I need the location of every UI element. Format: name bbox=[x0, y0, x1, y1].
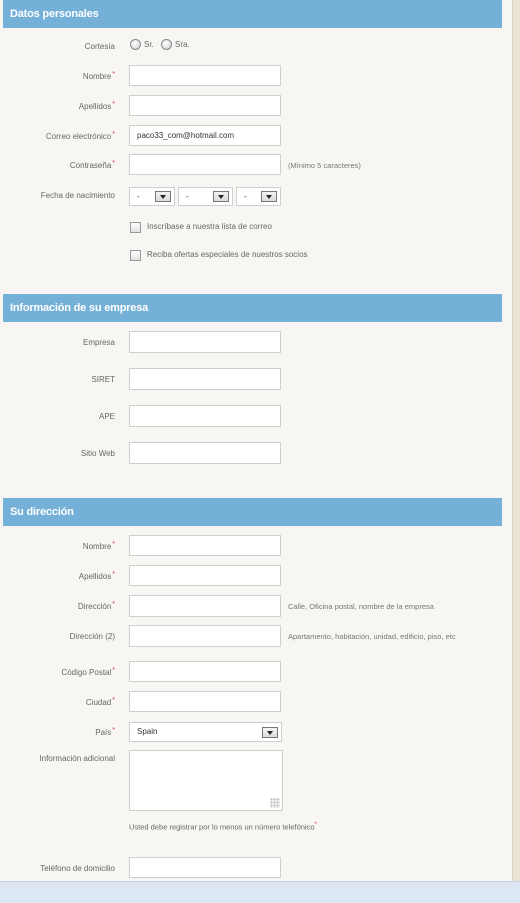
personal-info-header: Datos personales bbox=[3, 0, 502, 28]
address2-hint: Apartamento, habitación, unidad, edificio, piso, etc bbox=[288, 632, 456, 641]
password-input[interactable] bbox=[129, 154, 281, 175]
address-first-name-row bbox=[0, 535, 512, 559]
address2-row bbox=[0, 625, 512, 649]
chevron-down-icon bbox=[155, 191, 171, 202]
birth-year-select[interactable] bbox=[236, 187, 281, 206]
required-mark: * bbox=[112, 541, 115, 548]
password-label bbox=[0, 154, 115, 178]
email-input[interactable]: paco33_com@hotmail.com bbox=[129, 125, 281, 146]
birth-month-value: - bbox=[186, 192, 189, 201]
page-border bbox=[512, 0, 520, 902]
partner-offers-row bbox=[0, 243, 512, 267]
home-phone-input[interactable] bbox=[129, 857, 281, 878]
address1-label bbox=[0, 595, 115, 619]
required-mark: * bbox=[112, 727, 115, 734]
country-select[interactable] bbox=[129, 722, 282, 742]
first-name-label-text: Nombre bbox=[82, 72, 112, 81]
first-name-input[interactable] bbox=[129, 65, 281, 86]
postcode-label-text: Código Postal bbox=[61, 668, 112, 677]
address-last-name-row bbox=[0, 565, 512, 589]
address1-row bbox=[0, 595, 512, 619]
required-mark: * bbox=[314, 822, 317, 828]
country-label-text: País bbox=[95, 728, 112, 737]
radio-mrs-label: Sra. bbox=[175, 40, 190, 49]
required-mark: * bbox=[112, 571, 115, 578]
home-phone-row bbox=[0, 857, 512, 881]
address-first-name-input[interactable] bbox=[129, 535, 281, 556]
required-mark: * bbox=[112, 101, 115, 108]
newsletter-checkbox[interactable] bbox=[130, 222, 141, 233]
partner-offers-checkbox[interactable] bbox=[130, 250, 141, 261]
last-name-label bbox=[0, 95, 115, 119]
required-mark: * bbox=[112, 71, 115, 78]
company-label: Empresa bbox=[82, 338, 115, 347]
email-label bbox=[0, 125, 115, 149]
birthdate-row bbox=[0, 184, 512, 208]
postcode-input[interactable] bbox=[129, 661, 281, 682]
newsletter-label: Inscríbase a nuestra lista de correo bbox=[147, 222, 272, 231]
birth-day-select[interactable] bbox=[129, 187, 175, 206]
company-input[interactable] bbox=[129, 331, 281, 353]
address-last-name-input[interactable] bbox=[129, 565, 281, 586]
radio-mr[interactable] bbox=[130, 39, 141, 50]
radio-mr-label: Sr. bbox=[144, 40, 154, 49]
ape-input[interactable] bbox=[129, 405, 281, 427]
home-phone-label: Teléfono de domicilio bbox=[40, 864, 115, 873]
address-header: Su dirección bbox=[3, 498, 502, 526]
website-input[interactable] bbox=[129, 442, 281, 464]
password-row bbox=[0, 154, 512, 178]
bottom-bar bbox=[0, 881, 520, 903]
required-mark: * bbox=[112, 601, 115, 608]
courtesy-option-mrs[interactable] bbox=[161, 39, 190, 50]
courtesy-option-mr[interactable] bbox=[130, 39, 154, 50]
newsletter-row bbox=[0, 215, 512, 239]
ape-label: APE bbox=[98, 412, 115, 421]
siret-row bbox=[0, 368, 512, 392]
siret-label: SIRET bbox=[91, 375, 115, 384]
birth-year-value: - bbox=[244, 192, 247, 201]
city-input[interactable] bbox=[129, 691, 281, 712]
additional-info-label: Información adicional bbox=[39, 754, 115, 763]
address-first-name-label-text: Nombre bbox=[82, 542, 112, 551]
address-last-name-label bbox=[0, 565, 115, 589]
courtesy-row bbox=[0, 35, 512, 59]
city-row bbox=[0, 691, 512, 715]
address-first-name-label bbox=[0, 535, 115, 559]
last-name-row bbox=[0, 95, 512, 119]
phone-note-text: Usted debe registrar por lo menos un número telefónico bbox=[129, 822, 315, 832]
chevron-down-icon bbox=[261, 191, 277, 202]
radio-mrs[interactable] bbox=[161, 39, 172, 50]
city-label-text: Ciudad bbox=[85, 698, 112, 707]
password-hint: (Mínimo 5 caracteres) bbox=[288, 161, 361, 170]
postcode-label bbox=[0, 661, 115, 685]
email-row bbox=[0, 125, 512, 149]
website-label: Sitio Web bbox=[80, 449, 115, 458]
required-mark: * bbox=[112, 667, 115, 674]
partner-offers-label: Reciba ofertas especiales de nuestros socios bbox=[147, 250, 308, 259]
first-name-row bbox=[0, 65, 512, 89]
city-label bbox=[0, 691, 115, 715]
last-name-input[interactable] bbox=[129, 95, 281, 116]
country-value: Spain bbox=[137, 727, 158, 736]
country-row bbox=[0, 721, 512, 745]
email-label-text: Correo electrónico bbox=[45, 132, 112, 141]
company-info-header: Información de su empresa bbox=[3, 294, 502, 322]
address1-hint: Calle, Oficina postal, nombre de la empresa bbox=[288, 602, 434, 611]
last-name-label-text: Apellidos bbox=[78, 102, 112, 111]
postcode-row bbox=[0, 661, 512, 685]
address1-input[interactable] bbox=[129, 595, 281, 617]
additional-info-textarea[interactable] bbox=[129, 750, 283, 811]
address2-label: Dirección (2) bbox=[69, 632, 115, 641]
first-name-label bbox=[0, 65, 115, 89]
chevron-down-icon bbox=[262, 727, 278, 738]
birth-day-value: - bbox=[137, 192, 140, 201]
birthdate-label: Fecha de nacimiento bbox=[40, 191, 115, 200]
chevron-down-icon bbox=[213, 191, 229, 202]
website-row bbox=[0, 442, 512, 466]
birth-month-select[interactable] bbox=[178, 187, 233, 206]
required-mark: * bbox=[112, 131, 115, 138]
company-row bbox=[0, 331, 512, 355]
address-last-name-label-text: Apellidos bbox=[78, 572, 112, 581]
address2-input[interactable] bbox=[129, 625, 281, 647]
resize-grip-icon[interactable] bbox=[270, 798, 280, 808]
ape-row bbox=[0, 405, 512, 429]
address1-label-text: Dirección bbox=[77, 602, 112, 611]
password-label-text: Contraseña bbox=[69, 161, 112, 170]
required-mark: * bbox=[112, 697, 115, 704]
required-mark: * bbox=[112, 160, 115, 167]
country-label bbox=[0, 721, 115, 745]
phone-note bbox=[129, 822, 317, 832]
courtesy-label: Cortesía bbox=[84, 42, 115, 51]
siret-input[interactable] bbox=[129, 368, 281, 390]
